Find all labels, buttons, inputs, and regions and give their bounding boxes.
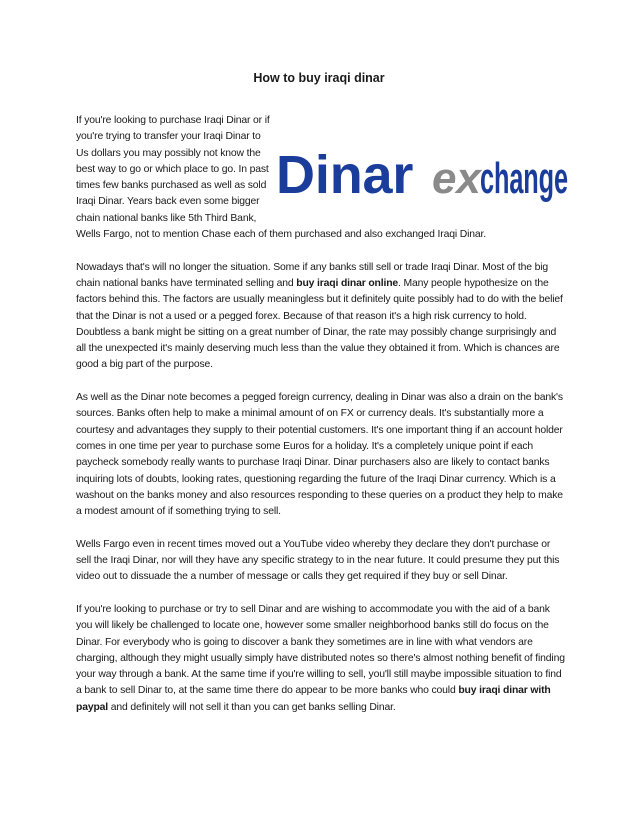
title-prefix: How to	[253, 71, 299, 85]
logo-graphic	[272, 133, 572, 221]
keyword-buy-paypal: buy iraqi dinar with paypal	[76, 685, 551, 713]
paragraph-1	[76, 113, 566, 243]
paragraph-5-text-a: If you're looking to purchase or try to sell Dinar and are wishing to accommodate you with the aid of a bank you will likely be challenged to locate one, however some smaller neighborhood banks still do focus on the Dinar. For everybody who is going to discover a bank they sometimes are in line with what vendors are charging, although they might usually simply have distributed notes so there's almost nothing benefit of finding your way through a bank. At the same time if you're willing to sell, you'll still maybe impossible situation to find a bank to sell Dinar to, at the same time there do appear to be more banks who could	[76, 603, 565, 697]
paragraph-2-text-a: Nowadays that's will no longer the situation. Some if any banks still sell or trade Iraqi Dinar. Most of the big chain national banks have terminated selling and	[76, 261, 549, 289]
paragraph-1-text: If you're looking to purchase Iraqi Dinar or if you're trying to transfer your Iraqi Dinar to Us dollars you may possibly not know the best way to go or which place to go. In past times few banks purchased as well as sold Iraqi Dinar. Years back even some bigger chain national banks like 5th Third Bank, Wells Fargo, not to mention Chase each of them purchased and also exchanged Iraqi Dinar.	[76, 115, 486, 241]
title-keyword: buy iraqi dinar	[298, 71, 385, 85]
keyword-buy-online: buy iraqi dinar online	[296, 277, 399, 289]
document-body	[76, 113, 566, 732]
paragraph-2-text-b: . Many people hypothesize on the factors behind this. The factors are usually meaningless but it definitely quite possibly had to do with the belief that the Dinar is not a used or a pegged forex. Because of that reason it's a high risk currency to hold. Doubtless a bank might be sitting on a great number of Dinar, the rate may possibly change surprisingly and all the unexpected it's mainly deserving much less than the value they obtained it from. Which is chances are good a big part of the purpose.	[76, 277, 563, 371]
paragraph-5	[76, 602, 566, 716]
paragraph-2	[76, 260, 566, 374]
paragraph-4	[76, 537, 566, 586]
paragraph-3-text: As well as the Dinar note becomes a pegged foreign currency, dealing in Dinar was also a drain on the bank's sources. Banks often help to make a minimal amount of on FX or currency deals. It's substantially more a courtesy and advantages they supply to their potential customers. It's one important thing if an account holder comes in one time per year to purchase some Euros for a holiday. It's a completely unique point if each paycheck somebody really wants to purchase Iraqi Dinar. Dinar purchasers also are likely to contact banks inquiring lots of doubts, looking rates, questioning regarding the future of the Iraqi Dinar currency. Which is a washout on the banks money and also resources responding to these queries on a product they help to make a modest amount of if something trying to sell.	[76, 392, 563, 518]
logo-word-ex: ex	[432, 154, 481, 203]
document-title	[0, 71, 638, 85]
paragraph-5-text-b: and definitely will not sell it than you can get banks selling Dinar.	[108, 701, 396, 713]
paragraph-3	[76, 390, 566, 520]
logo-word-dinar: Dinar	[276, 145, 414, 205]
paragraph-4-text: Wells Fargo even in recent times moved out a YouTube video whereby they declare they don't purchase or sell the Iraqi Dinar, nor will they have any specific strategy to in the near future. It could presume they put this video out to dissuade the a number of message or calls they get required if they buy or sell Dinar.	[76, 538, 560, 583]
logo-word-change: change	[480, 154, 568, 203]
dinar-exchange-logo	[272, 133, 572, 221]
